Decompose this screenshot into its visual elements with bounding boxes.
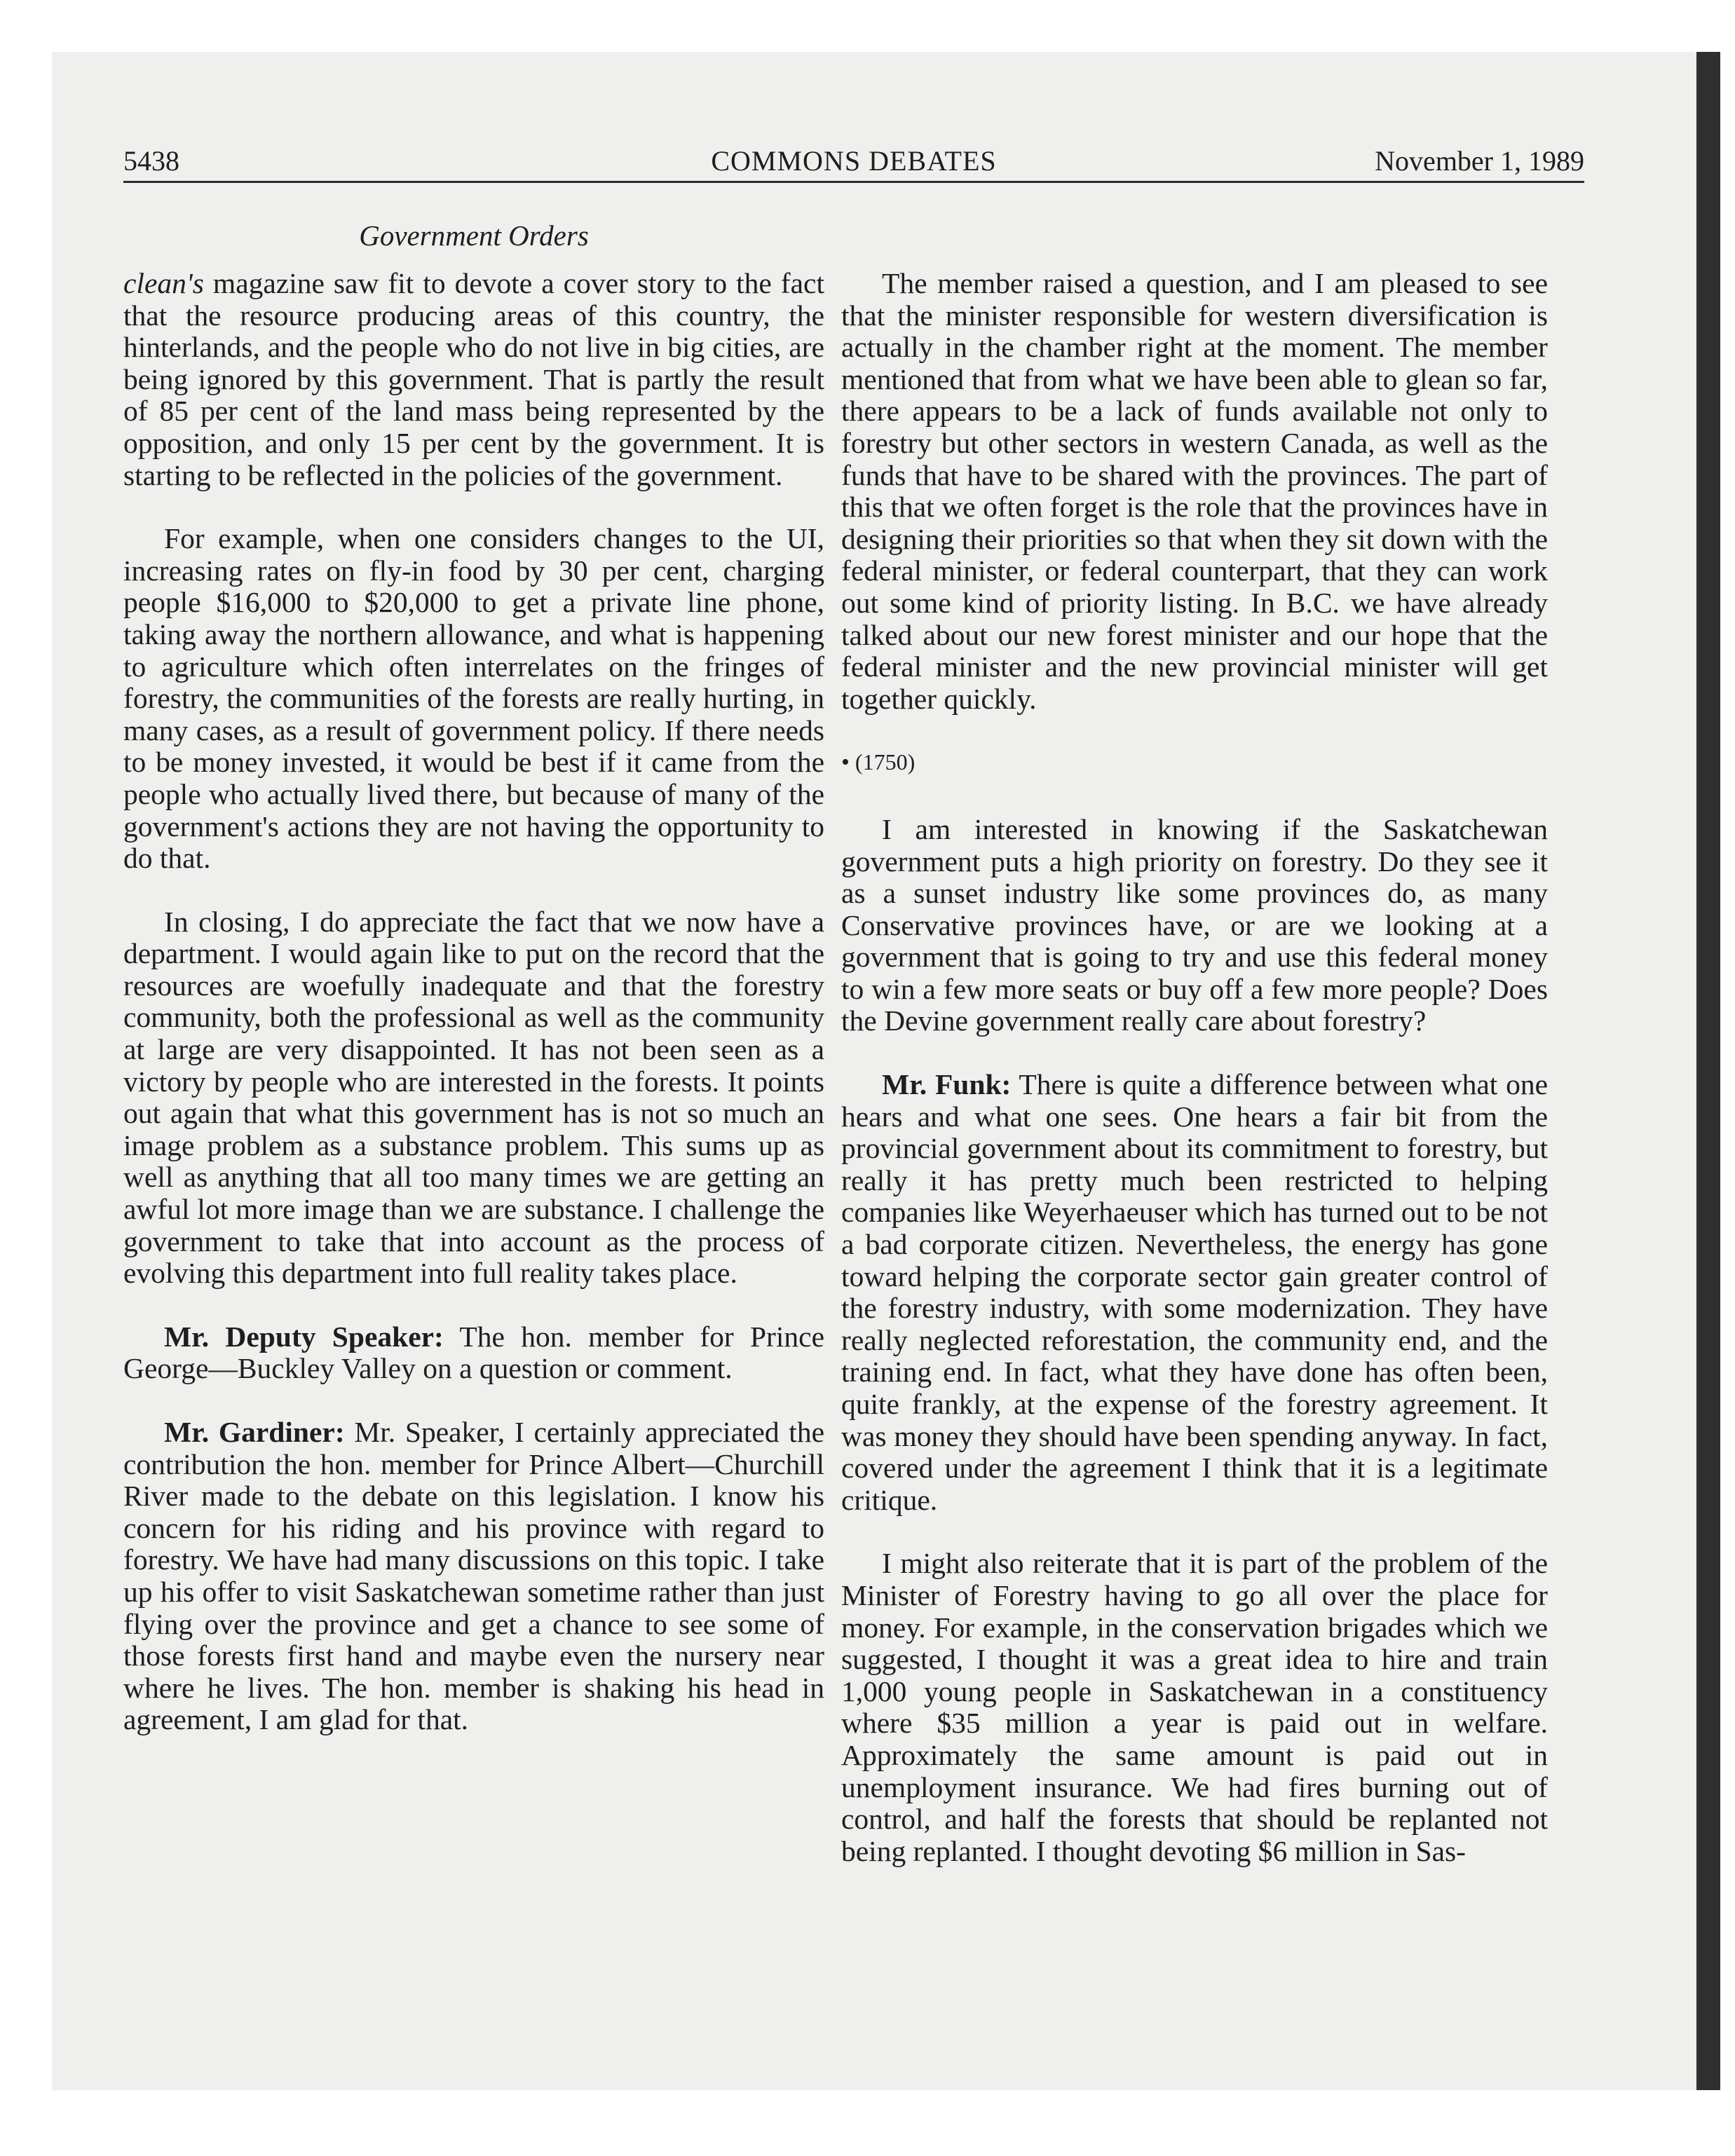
paragraph: For example, when one considers changes to the UI, increasing rates on fly-in food by 30 per cent, charging people $16,000 to $20,000 to get a private line phone, taking away the northern allowance, and what is happening to agriculture which often interrelates on the fringes of forestry, the communities of the forests are really hurting, in many cases, as a result of government policy. If there needs to be money invested, it would be best if it came from the people who actually lived there, but because of many of the government's actions they are not having the opportunity to do that.	[123, 522, 824, 875]
paragraph: The member raised a question, and I am pleased to see that the minister responsible for western diversification is actually in the chamber right at the moment. The member mentioned that from what we have been able to glean so far, there appears to be a lack of funds available not only to forestry but other sectors in western Canada, as well as the funds that have to be shared with the provinces. The part of this that we often forget is the role that the provinces have in designing their priorities so that when they sit down with the federal minister, or federal counterpart, that they can work out some kind of priority listing. In B.C. we have already talked about our new forest minister and our hope that the federal minister and the new provincial minister will get together quickly.	[841, 267, 1548, 715]
scan-edge-shadow	[1696, 52, 1720, 2090]
paragraph-text: There is quite a difference between what one hears and what one sees. One hears a fair bit from the provincial government about its commitment to forestry, but really it has pretty much been restricted to helping companies like Weyerhaeuser which has turned out to be not a bad corporate citizen. Nevertheless, the energy has gone toward helping the corporate sector gain greater control of the forestry industry, with some modernization. They have really neglected reforestation, the community end, and the training end. In fact, what they have done has often been, quite frankly, at the expense of the forestry agreement. It was money they should have been spending anyway. In fact, covered under the agreement I think that it is a legitimate critique.	[841, 1068, 1548, 1516]
speaker-paragraph	[123, 1417, 824, 1736]
paragraph-text: The hon. member for Prince George—Buckley Valley on a question or comment.	[123, 1320, 824, 1385]
journal-title: COMMONS DEBATES	[711, 145, 997, 177]
speaker-paragraph	[123, 1321, 824, 1385]
page-header	[123, 144, 1584, 184]
magazine-name: clean's	[123, 267, 204, 299]
left-column	[123, 268, 824, 1768]
timestamp-text: (1750)	[855, 749, 916, 775]
page-number: 5438	[123, 145, 179, 177]
speaker-name: Mr. Gardiner:	[164, 1416, 345, 1448]
paragraph-text: Mr. Speaker, I certainly appreciated the contribution the hon. member for Prince Albert—Churchill River made to the debate on this legislation. I know his concern for his riding and his province with regard to forestry. We have had many discussions on this topic. I take up his offer to visit Saskatchewan sometime rather than just flying over the province and get a chance to see some of those forests first hand and maybe even the nursery near where he lives. The hon. member is shaking his head in agreement, I am glad for that.	[123, 1416, 824, 1736]
timestamp	[841, 746, 1548, 779]
paragraph	[123, 268, 824, 491]
bullet-icon: •	[841, 749, 850, 776]
paragraph-text: magazine saw fit to devote a cover story to the fact that the resource producing areas of this country, the hinterlands, and the people who do not live in big cities, are being ignored by this government. That is partly the result of 85 per cent of the land mass being represented by the opposition, and only 15 per cent by the government. It is starting to be reflected in the policies of the government.	[123, 267, 824, 491]
paragraph: I might also reiterate that it is part of the problem of the Minister of Forestry having to go all over the place for money. For example, in the conservation brigades which we suggested, I thought it was a great idea to hire and train 1,000 young people in Saskatchewan in a constituency where $35 million a year is paid out in welfare. Approximately the same amount is paid out in unemployment insurance. We had fires burning out of control, and half the forests that should be replanted not being replanted. I thought devoting $6 million in Sas-	[841, 1547, 1548, 1867]
header-rule	[123, 181, 1584, 183]
speaker-paragraph	[841, 1069, 1548, 1516]
right-column	[841, 268, 1548, 1899]
publication-date: November 1, 1989	[1375, 145, 1584, 177]
paragraph: I am interested in knowing if the Saskatchewan government puts a high priority on forestry. Do they see it as a sunset industry like some provinces do, as many Conservative provinces have, or are we looking at a government that is going to try and use this federal money to win a few more seats or buy off a few more people? Does the Devine government really care about forestry?	[841, 812, 1548, 1037]
paragraph: In closing, I do appreciate the fact that we now have a department. I would again like to put on the record that the resources are woefully inadequate and that the forestry community, both the professional as well as the community at large are very disappointed. It has not been seen as a victory by people who are interested in the forests. It points out again that what this government has is not so much an image problem as a substance problem. This sums up as well as anything that all too many times we are getting an awful lot more image than we are substance. I challenge the government to take that into account as the process of evolving this department into full reality takes place.	[123, 905, 824, 1290]
speaker-name: Mr. Funk:	[882, 1068, 1012, 1101]
speaker-name: Mr. Deputy Speaker:	[164, 1320, 444, 1353]
section-title: Government Orders	[359, 219, 589, 252]
